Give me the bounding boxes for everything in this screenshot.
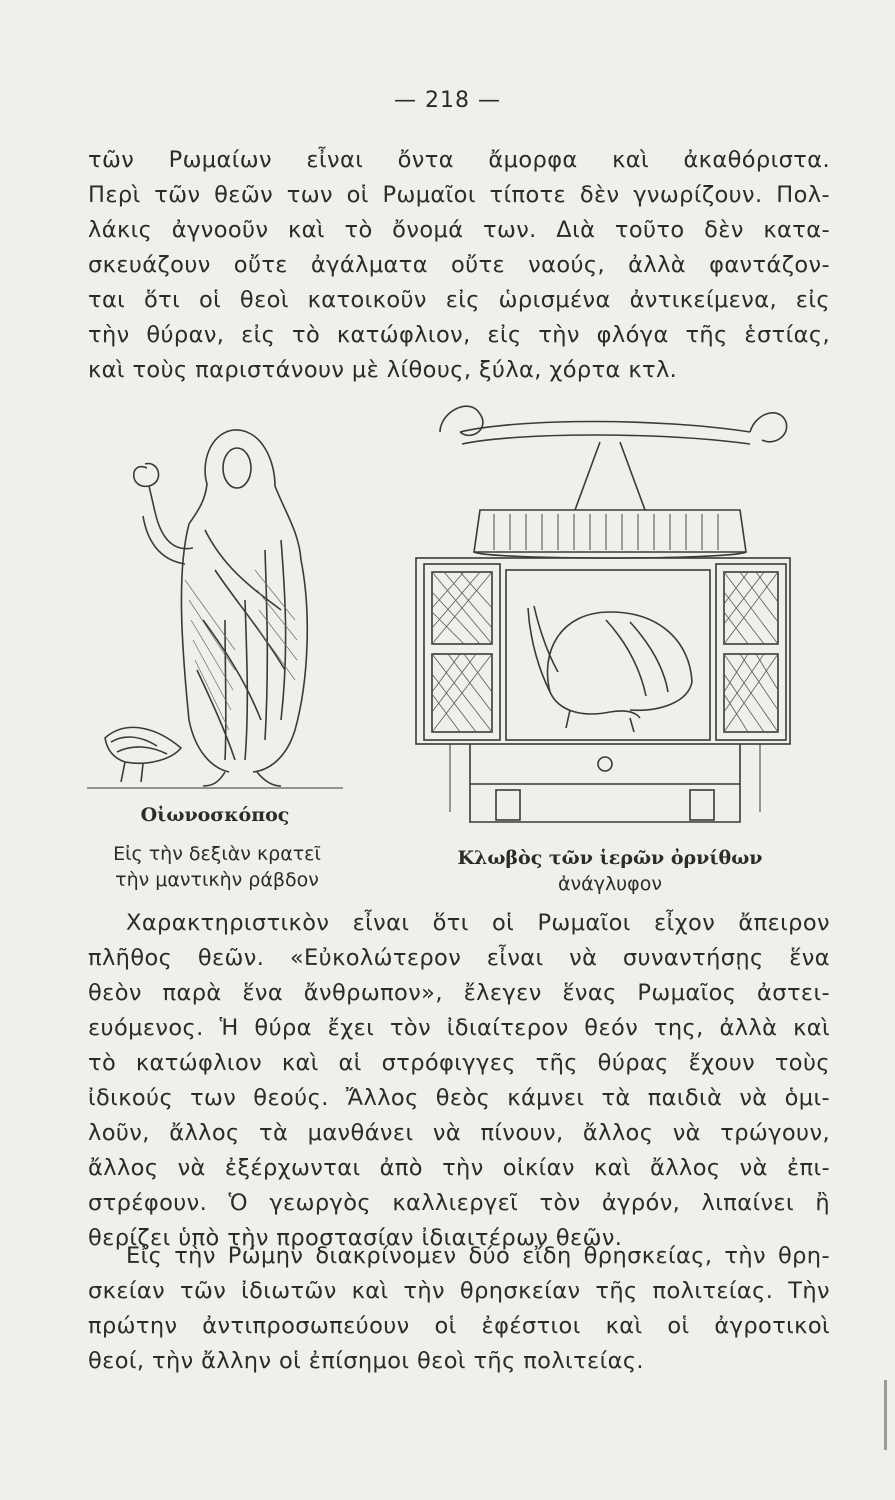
text-line: Περὶ τῶν θεῶν των οἱ Ρωμαῖοι τίποτε δὲν γνωρίζουν. Πολ- (88, 182, 830, 208)
text-line: τὴν θύραν, εἰς τὸ κατώφλιον, εἰς τὴν φλόγα τῆς ἑστίας, (88, 322, 830, 348)
text-line: θερίζει ὑπὸ τὴν προστασίαν ἰδιαιτέρων θεῶν. (88, 1225, 623, 1251)
paragraph-2 (88, 906, 830, 1256)
text-line: σκευάζουν οὔτε ἀγάλματα οὔτε ναούς, ἀλλὰ φαντάζον- (88, 252, 830, 278)
text-line: τὸ κατώφλιον καὶ αἱ στρόφιγγες τῆς θύρας ἔχουν τοὺς (88, 1050, 830, 1076)
text-line: καὶ τοὺς παριστάνουν μὲ λίθους, ξύλα, χόρτα κτλ. (88, 357, 678, 383)
text-line: σκείαν τῶν ἰδιωτῶν καὶ τὴν θρησκείαν τῆς πολιτείας. Τὴν (88, 1278, 830, 1304)
text-line: ἰδικούς των θεούς. Ἄλλος θεὸς κάμνει τὰ παιδιὰ νὰ ὁμι- (88, 1085, 830, 1111)
text-line: λάκις ἀγνοοῦν καὶ τὸ ὄνομά των. Διὰ τοῦτο δὲν κατα- (88, 217, 830, 243)
text-line: λοῦν, ἄλλος τὰ μανθάνει νὰ πίνουν, ἄλλος νὰ τρώγουν, (88, 1120, 830, 1146)
cage-caption-title: Κλωβὸς τῶν ἱερῶν ὀρνίθων (457, 847, 763, 869)
binding-edge-mark (884, 1380, 887, 1450)
text-line: ευόμενος. Ἡ θύρα ἔχει τὸν ἰδιαίτερον θεόν της, ἀλλὰ καὶ (88, 1015, 830, 1041)
augur-illustration (85, 420, 355, 800)
text-line: ἄλλος νὰ ἐξέρχωνται ἀπὸ τὴν οἰκίαν καὶ ἄλλος νὰ ἐπι- (88, 1155, 830, 1181)
text-line: θεοί, τὴν ἄλλην οἱ ἐπίσημοι θεοὶ τῆς πολιτείας. (88, 1348, 644, 1374)
paragraph-3 (88, 1239, 830, 1379)
augur-caption-line2: τὴν μαντικὴν ράβδον (115, 869, 319, 891)
sacred-chickens-cage-relief (410, 392, 800, 842)
augur-caption-line1: Εἰς τὴν δεξιὰν κρατεῖ (113, 843, 321, 865)
text-line: Χαρακτηριστικὸν εἶναι ὅτι οἱ Ρωμαῖοι εἶχον ἄπειρον (126, 910, 830, 936)
page-number: — 218 — (394, 88, 501, 113)
text-line: στρέφουν. Ὁ γεωργὸς καλλιεργεῖ τὸν ἀγρόν, λιπαίνει ἢ (88, 1190, 830, 1216)
text-line: ται ὅτι οἱ θεοὶ κατοικοῦν εἰς ὡρισμένα ἀντικείμενα, εἰς (88, 287, 830, 313)
text-line: πρώτην ἀντιπροσωπεύουν οἱ ἐφέστιοι καὶ οἱ ἀγροτικοὶ (88, 1313, 830, 1339)
text-line: τῶν Ρωμαίων εἶναι ὄντα ἄμορφα καὶ ἀκαθόριστα. (88, 147, 830, 173)
text-line: πλῆθος θεῶν. «Εὐκολώτερον εἶναι νὰ συναντήσῃς ἕνα (88, 945, 830, 971)
text-line: Εἰς τὴν Ρώμην διακρίνομεν δύο εἴδη θρησκείας, τὴν θρη- (126, 1243, 830, 1269)
cage-caption-line2: ἀνάγλυφον (558, 873, 662, 895)
paragraph-1 (88, 143, 830, 388)
augur-caption-title: Οἰωνοσκόπος (140, 804, 290, 826)
text-line: θεὸν παρὰ ἕνα ἄνθρωπον», ἔλεγεν ἕνας Ρωμαῖος ἀστει- (88, 980, 830, 1006)
